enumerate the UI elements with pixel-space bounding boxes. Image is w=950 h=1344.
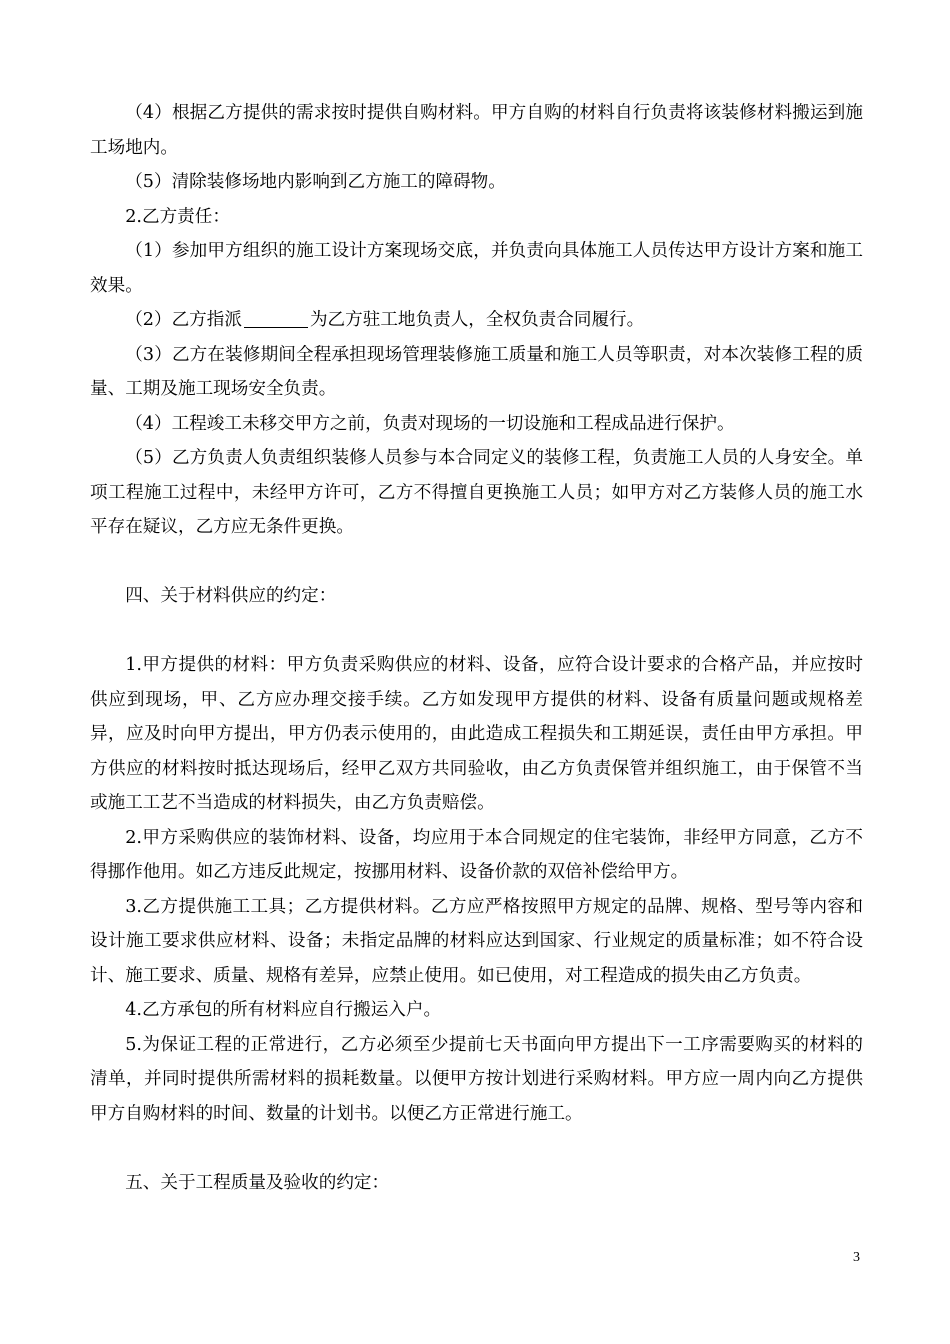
paragraph-party-b-quality-responsibility: （3）乙方在装修期间全程承担现场管理装修施工质量和施工人员等职责，对本次装修工程的质量、工期及施工现场安全负责。 bbox=[90, 344, 863, 399]
site-manager-text-before: （2）乙方指派 bbox=[125, 310, 242, 330]
paragraph-party-b-design-briefing: （1）参加甲方组织的施工设计方案现场交底，并负责向具体施工人员传达甲方设计方案和施工效果。 bbox=[90, 241, 863, 296]
paragraph-party-b-tools-materials: 3.乙方提供施工工具；乙方提供材料。乙方应严格按照甲方规定的品牌、规格、型号等内容和设计施工要求供应材料、设备；未指定品牌的材料应达到国家、行业规定的质量标准；如不符合设计、施工要求、质量、规格有差异，应禁止使用。如已使用，对工程造成的损失由乙方负责。 bbox=[90, 896, 863, 986]
section-heading-quality-acceptance: 五、关于工程质量及验收的约定： bbox=[125, 1172, 390, 1193]
paragraph-party-a-material-supply: （4）根据乙方提供的需求按时提供自购材料。甲方自购的材料自行负责将该装修材料搬运到施工场地内。 bbox=[90, 103, 863, 158]
document-body bbox=[90, 96, 863, 1200]
heading-party-b-responsibilities: 2.乙方责任： bbox=[125, 206, 230, 227]
paragraph-material-use-restriction: 2.甲方采购供应的装饰材料、设备，均应用于本合同规定的住宅装饰，非经甲方同意，乙方不得挪作他用。如乙方违反此规定，按挪用材料、设备价款的双倍补偿给甲方。 bbox=[90, 827, 863, 882]
page-number: 3 bbox=[853, 1250, 860, 1265]
paragraph-party-a-provided-materials: 1.甲方提供的材料：甲方负责采购供应的材料、设备，应符合设计要求的合格产品，并应按时供应到现场，甲、乙方应办理交接手续。乙方如发现甲方提供的材料、设备有质量问题或规格差异，应及时向甲方提出，甲方仍表示使用的，由此造成工程损失和工期延误，责任由甲方承担。甲方供应的材料按时抵达现场后，经甲乙双方共同验收，由乙方负责保管并组织施工，由于保管不当或施工工艺不当造成的材料损失，由乙方负责赔偿。 bbox=[90, 655, 863, 813]
paragraph-party-b-site-manager bbox=[90, 303, 863, 338]
paragraph-party-b-site-protection: （4）工程竣工未移交甲方之前，负责对现场的一切设施和工程成品进行保护。 bbox=[125, 413, 735, 434]
site-manager-blank-line bbox=[244, 309, 308, 328]
paragraph-party-b-personnel: （5）乙方负责人负责组织装修人员参与本合同定义的装修工程，负责施工人员的人身安全。单项工程施工过程中，未经甲方许可，乙方不得擅自更换施工人员；如甲方对乙方装修人员的施工水平存在疑议，乙方应无条件更换。 bbox=[90, 448, 863, 537]
paragraph-party-a-clear-obstacles: （5）清除装修场地内影响到乙方施工的障碍物。 bbox=[125, 172, 506, 192]
paragraph-material-transport: 4.乙方承包的所有材料应自行搬运入户。 bbox=[125, 1000, 442, 1020]
site-manager-text-after: 为乙方驻工地负责人，全权负责合同履行。 bbox=[309, 310, 645, 330]
section-heading-material-supply: 四、关于材料供应的约定： bbox=[125, 586, 337, 606]
paragraph-material-planning: 5.为保证工程的正常进行，乙方必须至少提前七天书面向甲方提出下一工序需要购买的材料的清单，并同时提供所需材料的损耗数量。以便甲方按计划进行采购材料。甲方应一周内向乙方提供甲方自购材料的时间、数量的计划书。以便乙方正常进行施工。 bbox=[90, 1034, 863, 1124]
